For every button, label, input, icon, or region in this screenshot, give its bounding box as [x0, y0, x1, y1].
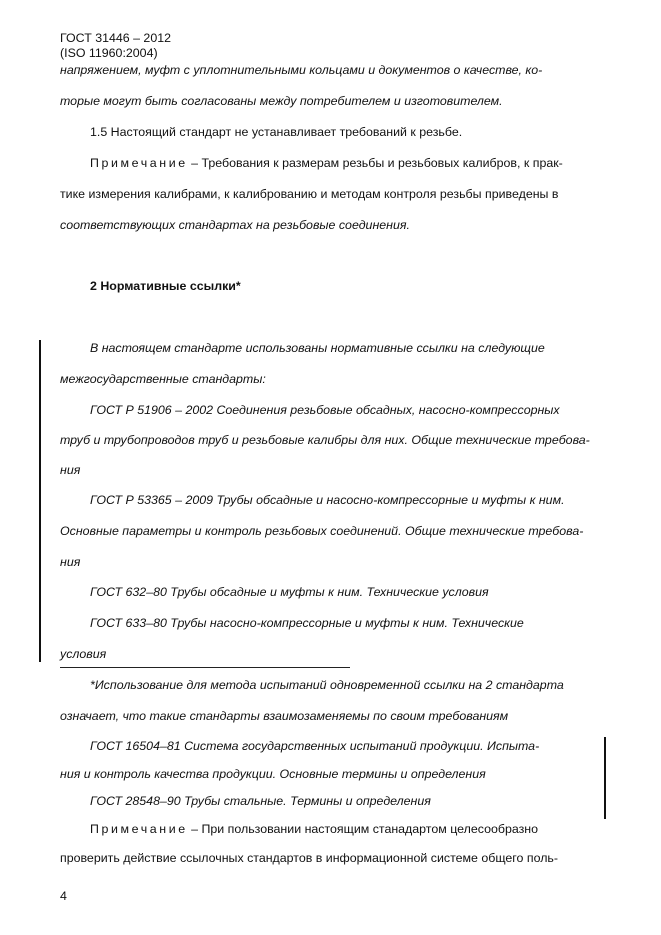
footnote-separator	[60, 667, 350, 668]
reference-gost-r-53365-line-1: ГОСТ Р 53365 – 2009 Трубы обсадные и насосно-компрессорные и муфты к ним.	[90, 493, 565, 507]
reference-gost-632: ГОСТ 632–80 Трубы обсадные и муфты к ним. Технические условия	[90, 585, 489, 599]
refs-intro-line-1: В настоящем стандарте использованы нормативные ссылки на следующие	[90, 341, 545, 355]
footnote-line-2: означает, что такие стандарты взаимозаменяемы по своим требованиям	[60, 709, 509, 723]
section-2-heading: 2 Нормативные ссылки*	[90, 279, 241, 293]
clause-1-5: 1.5 Настоящий стандарт не устанавливает требований к резьбе.	[90, 125, 463, 139]
reference-gost-r-51906-line-3: ния	[60, 463, 81, 477]
reference-gost-633-line-1: ГОСТ 633–80 Трубы насосно-компрессорные и муфты к ним. Технические	[90, 616, 524, 630]
reference-gost-633-line-2: условия	[60, 647, 107, 661]
reference-gost-28548: ГОСТ 28548–90 Трубы стальные. Термины и определения	[90, 794, 431, 808]
change-bar-left	[39, 340, 41, 662]
note-label: Примечание	[90, 822, 188, 836]
change-bar-right	[604, 737, 606, 819]
note-1-line-3: соответствующих стандартах на резьбовые соединения.	[60, 218, 410, 232]
paragraph-line: напряжением, муфт с уплотнительными кольцами и документов о качестве, ко-	[60, 63, 543, 77]
note-2	[90, 822, 600, 837]
reference-gost-16504-line-1: ГОСТ 16504–81 Система государственных испытаний продукции. Испыта-	[90, 739, 540, 753]
reference-gost-r-53365-line-3: ния	[60, 555, 81, 569]
refs-intro-line-2: межгосударственные стандарты:	[60, 372, 266, 386]
footnote-line-1: *Использование для метода испытаний одновременной ссылки на 2 стандарта	[90, 678, 564, 692]
reference-gost-r-51906-line-1: ГОСТ Р 51906 – 2002 Соединения резьбовые обсадных, насосно-компрессорных	[90, 403, 560, 417]
header-standard-number: ГОСТ 31446 – 2012	[60, 31, 171, 45]
note-text: – При пользовании настоящим станадартом целесообразно	[187, 822, 539, 836]
reference-gost-r-53365-line-2: Основные параметры и контроль резьбовых соединений. Общие технические требова-	[60, 524, 584, 538]
note-1	[90, 156, 600, 171]
note-1-line-2: тике измерения калибрами, к калиброванию и методам контроля резьбы приведены в	[60, 187, 559, 201]
reference-gost-16504-line-2: ния и контроль качества продукции. Основные термины и определения	[60, 767, 486, 781]
note-label: Примечание	[90, 156, 188, 170]
page-number: 4	[60, 889, 67, 903]
reference-gost-r-51906-line-2: труб и трубопроводов труб и резьбовые калибры для них. Общие технические требова-	[60, 433, 590, 447]
paragraph-line: торые могут быть согласованы между потребителем и изготовителем.	[60, 94, 503, 108]
header-iso-number: (ISO 11960:2004)	[60, 46, 158, 60]
note-2-line-2: проверить действие ссылочных стандартов в информационной системе общего поль-	[60, 851, 559, 865]
note-text: – Требования к размерам резьбы и резьбовых калибров, к прак-	[187, 156, 563, 170]
